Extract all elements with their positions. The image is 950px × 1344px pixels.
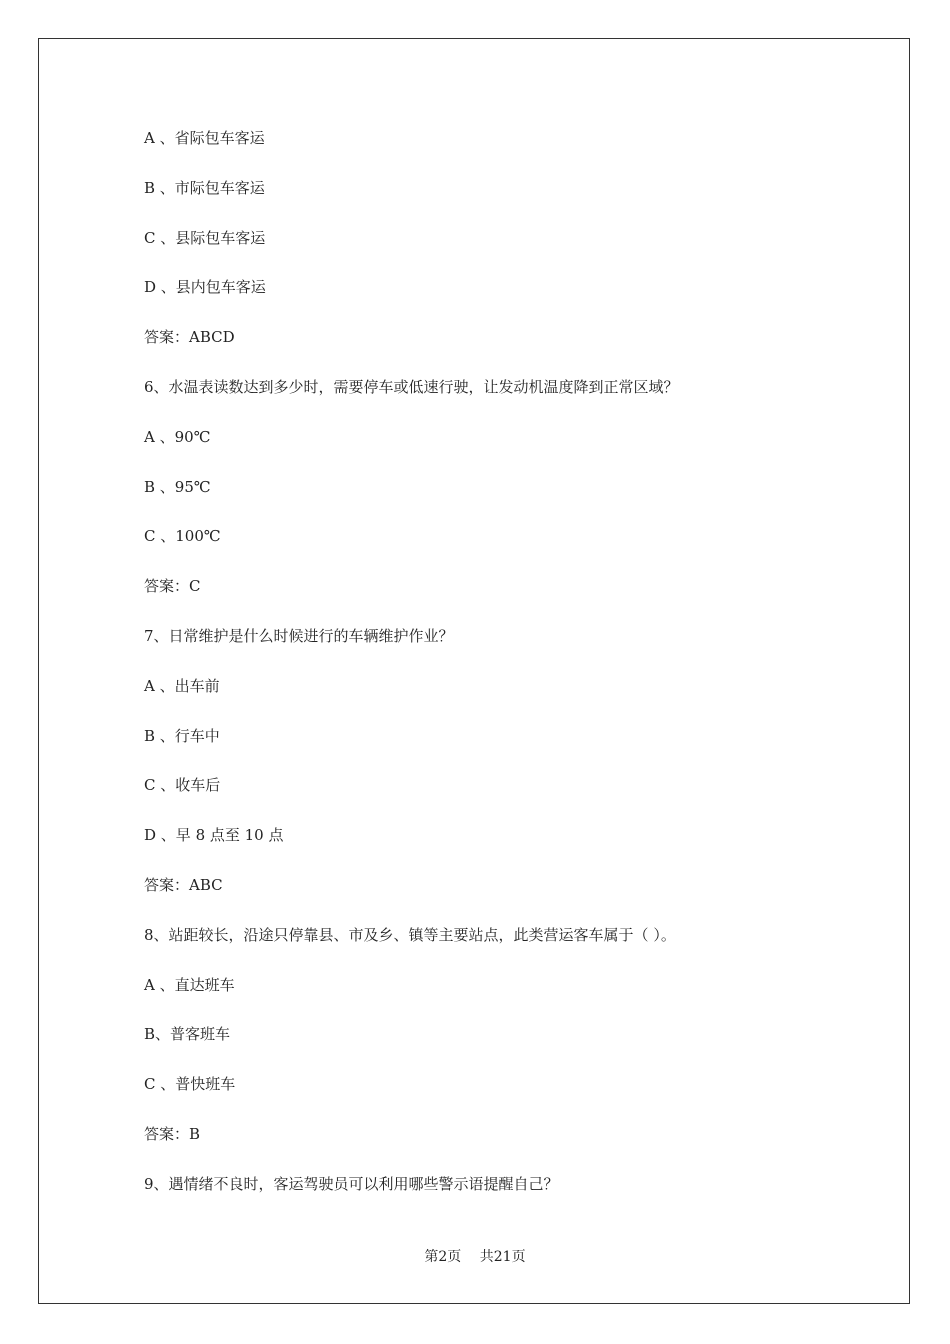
page-total: 共21页 (479, 1249, 526, 1265)
answer-text: 答案：B (144, 1124, 201, 1143)
answer-text: 答案：ABCD (144, 328, 235, 347)
answer-text: 答案：ABC (144, 875, 223, 894)
option-text: D 、早 8 点至 10 点 (144, 826, 284, 845)
option-text: C 、100℃ (144, 527, 221, 546)
answer-text: 答案：C (144, 577, 201, 596)
document-body (144, 126, 864, 1222)
option-text: A 、出车前 (144, 676, 220, 695)
question-text: 9、遇情绪不良时，客运驾驶员可以利用哪些警示语提醒自己？ (144, 1174, 559, 1193)
option-text: C 、收车后 (144, 776, 221, 795)
option-text: A 、省际包车客运 (144, 129, 265, 147)
page-footer (0, 1247, 950, 1267)
option-text: C 、县际包车客运 (144, 228, 266, 247)
option-text: B、普客班车 (144, 1025, 231, 1044)
question-text: 8、站距较长，沿途只停靠县、市及乡、镇等主要站点，此类营运客车属于（ ）。 (144, 925, 676, 944)
option-text: D 、县内包车客运 (144, 278, 266, 297)
option-text: B 、95℃ (144, 477, 211, 496)
option-text: B 、行车中 (144, 726, 220, 745)
question-text: 7、日常维护是什么时候进行的车辆维护作业？ (144, 626, 454, 645)
question-text: 6、水温表读数达到多少时，需要停车或低速行驶，让发动机温度降到正常区域？ (144, 377, 679, 396)
page-number: 第2页 (424, 1249, 462, 1265)
option-text: A 、直达班车 (144, 975, 235, 994)
option-text: B 、市际包车客运 (144, 178, 265, 197)
option-text: C 、普快班车 (144, 1075, 236, 1094)
option-text: A 、90℃ (144, 427, 211, 446)
